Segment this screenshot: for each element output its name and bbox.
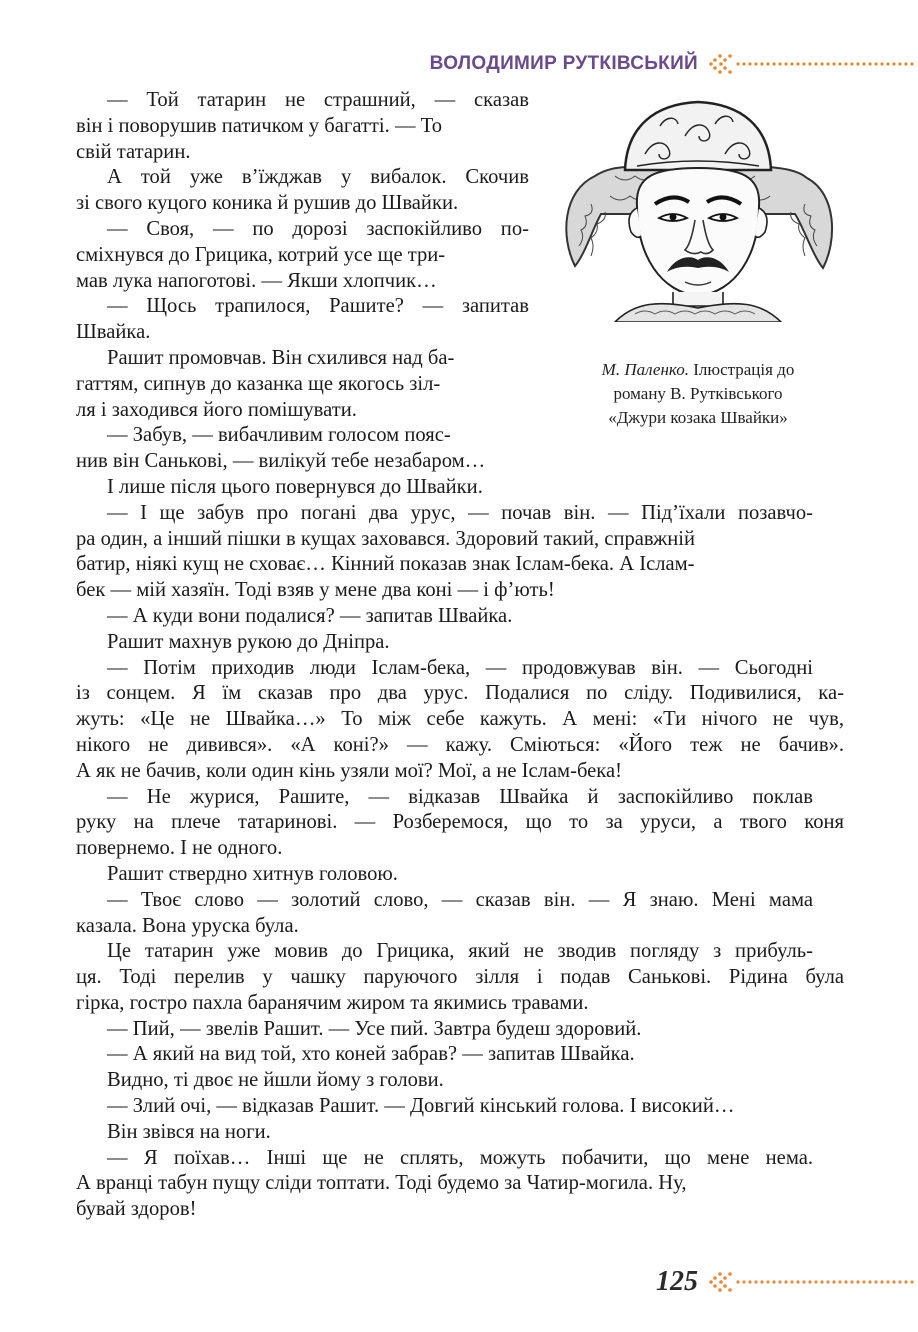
paragraph	[76, 217, 560, 294]
text-line: — Своя, — по дорозі заспокійливо по-	[107, 217, 529, 240]
text-line: сміхнувся до Грицика, котрий усе ще три-	[76, 243, 446, 266]
text-line: А вранці табун пущу сліди топтати. Тоді будемо за Чатир-могила. Ну,	[76, 1172, 687, 1195]
text-line: А той уже в’їжджав у вибалок. Скочив	[107, 166, 529, 189]
page-footer	[656, 1262, 918, 1302]
paragraph	[76, 423, 560, 475]
paragraph	[76, 1094, 844, 1120]
text-line: — Злий очі, — відказав Рашит. — Довгий кінський голова. І високий…	[107, 1095, 735, 1118]
paragraph	[76, 88, 560, 165]
text-line: він і поворушив патичком у багатті. — То	[76, 114, 443, 137]
paragraph	[76, 1068, 844, 1094]
text-line: бек — мій хазяїн. Тоді взяв у мене два коні — і ф’ють!	[76, 579, 555, 602]
text-line: — Я поїхав… Інші ще не сплять, можуть побачити, що мене нема.	[107, 1146, 813, 1169]
text-line: — А куди вони подалися? — запитав Швайка.	[107, 604, 513, 627]
paragraph	[76, 656, 844, 785]
double-arrow-left-icon	[708, 1267, 918, 1297]
text-line: руку на плече татаринові. — Розберемося, що то за уруси, а твого коня	[76, 811, 844, 834]
text-line: гірка, гостро пахла баранячим жиром та якимись травами.	[76, 991, 589, 1014]
double-arrow-left-icon	[708, 49, 918, 79]
text-line: — Пий, — звелів Рашит. — Усе пий. Завтра будеш здоровий.	[107, 1017, 642, 1040]
text-line: повернемо. І не одного.	[76, 837, 283, 860]
paragraph	[76, 888, 844, 940]
text-line: Це татарин уже мовив до Грицика, який не зводив погляду з прибуль-	[107, 940, 813, 963]
text-line: нікого не дивився». «А коні?» — кажу. Сміються: «Його теж не бачив».	[76, 733, 844, 756]
text-line: — А який на вид той, хто коней забрав? — запитав Швайка.	[107, 1043, 635, 1066]
paragraph	[76, 785, 844, 862]
text-line: А як не бачив, коли один кінь узяли мої? Мої, а не Іслам-бека!	[76, 759, 622, 782]
text-line: зі свого куцого коника й рушив до Швайки.	[76, 192, 459, 215]
paragraph	[76, 604, 844, 630]
text-line: — Щось трапилося, Рашите? — запитав	[107, 295, 529, 318]
paragraph	[76, 165, 560, 217]
caption-text-1: Ілюстрація до	[688, 360, 795, 379]
text-line: — Забув, — вибачливим голосом пояс-	[107, 424, 451, 447]
paragraph	[76, 346, 560, 423]
paragraph	[76, 501, 844, 604]
text-line: ля і заходився його помішувати.	[76, 398, 357, 421]
text-line: мав лука напоготові. — Якши хлопчик…	[76, 269, 437, 292]
text-line: гаттям, сипнув до казанка ще якогось зіл-	[76, 372, 441, 395]
text-line: Рашит ствердно хитнув головою.	[107, 862, 398, 885]
text-line: ра один, а інший пішки в кущах заховався. Здоровий такий, справжній	[76, 527, 696, 550]
text-line: Видно, ті двоє не йшли йому з голови.	[107, 1069, 444, 1092]
text-line: Рашит промовчав. Він схилився над ба-	[107, 346, 455, 369]
paragraph	[76, 939, 844, 1016]
text-line: Рашит махнув рукою до Дніпра.	[107, 630, 390, 653]
text-line: батир, ніякі кущ не сховає… Кінний показав знак Іслам-бека. А Іслам-	[76, 553, 695, 576]
text-line: — Той татарин не страшний, — сказав	[107, 89, 529, 111]
paragraph	[76, 294, 560, 346]
paragraph	[76, 862, 844, 888]
author-header: ВОЛОДИМИР РУТКІВСЬКИЙ	[429, 53, 698, 74]
text-line: Швайка.	[76, 321, 151, 344]
text-line: Він звівся на ноги.	[107, 1120, 271, 1143]
paragraph	[76, 630, 844, 656]
text-line: нив він Санькові, — вилікуй тебе незабаром…	[76, 450, 486, 473]
paragraph	[76, 1042, 844, 1068]
page-number: 125	[656, 1266, 698, 1297]
caption-author: М. Паленко.	[601, 360, 689, 379]
text-line: І лише після цього повернувся до Швайки.	[107, 475, 483, 498]
paragraph	[76, 1146, 844, 1223]
text-line: казала. Вона уруска була.	[76, 914, 299, 937]
paragraph	[76, 1120, 844, 1146]
text-line: ця. Тоді перелив у чашку паруючого зілля і подав Санькові. Рідина була	[76, 966, 844, 989]
paragraph	[76, 1017, 844, 1043]
running-header	[430, 48, 918, 80]
text-line: бувай здоров!	[76, 1198, 197, 1221]
caption-text-2: роману В. Рутківського	[613, 384, 783, 403]
text-line: із сонцем. Я їм сказав про два урус. Подалися по сліду. Подивилися, ка-	[76, 682, 844, 705]
caption-text-3: «Джури козака Швайки»	[608, 408, 788, 427]
text-line: — Твоє слово — золотий слово, — сказав він. — Я знаю. Мені мама	[107, 888, 813, 911]
text-line: — Не журися, Рашите, — відказав Швайка й заспокійливо поклав	[107, 785, 813, 808]
story-text	[76, 88, 844, 1223]
text-line: — І ще забув про погані два урус, — почав він. — Під’їхали позавчо-	[107, 501, 813, 524]
text-line: — Потім приходив люди Іслам-бека, — продовжував він. — Сьогодні	[107, 656, 813, 679]
paragraph	[76, 475, 844, 501]
text-line: жуть: «Це не Швайка…» То між себе кажуть. А мені: «Ти нічого не чув,	[76, 708, 844, 731]
text-line: свій татарин.	[76, 140, 191, 163]
